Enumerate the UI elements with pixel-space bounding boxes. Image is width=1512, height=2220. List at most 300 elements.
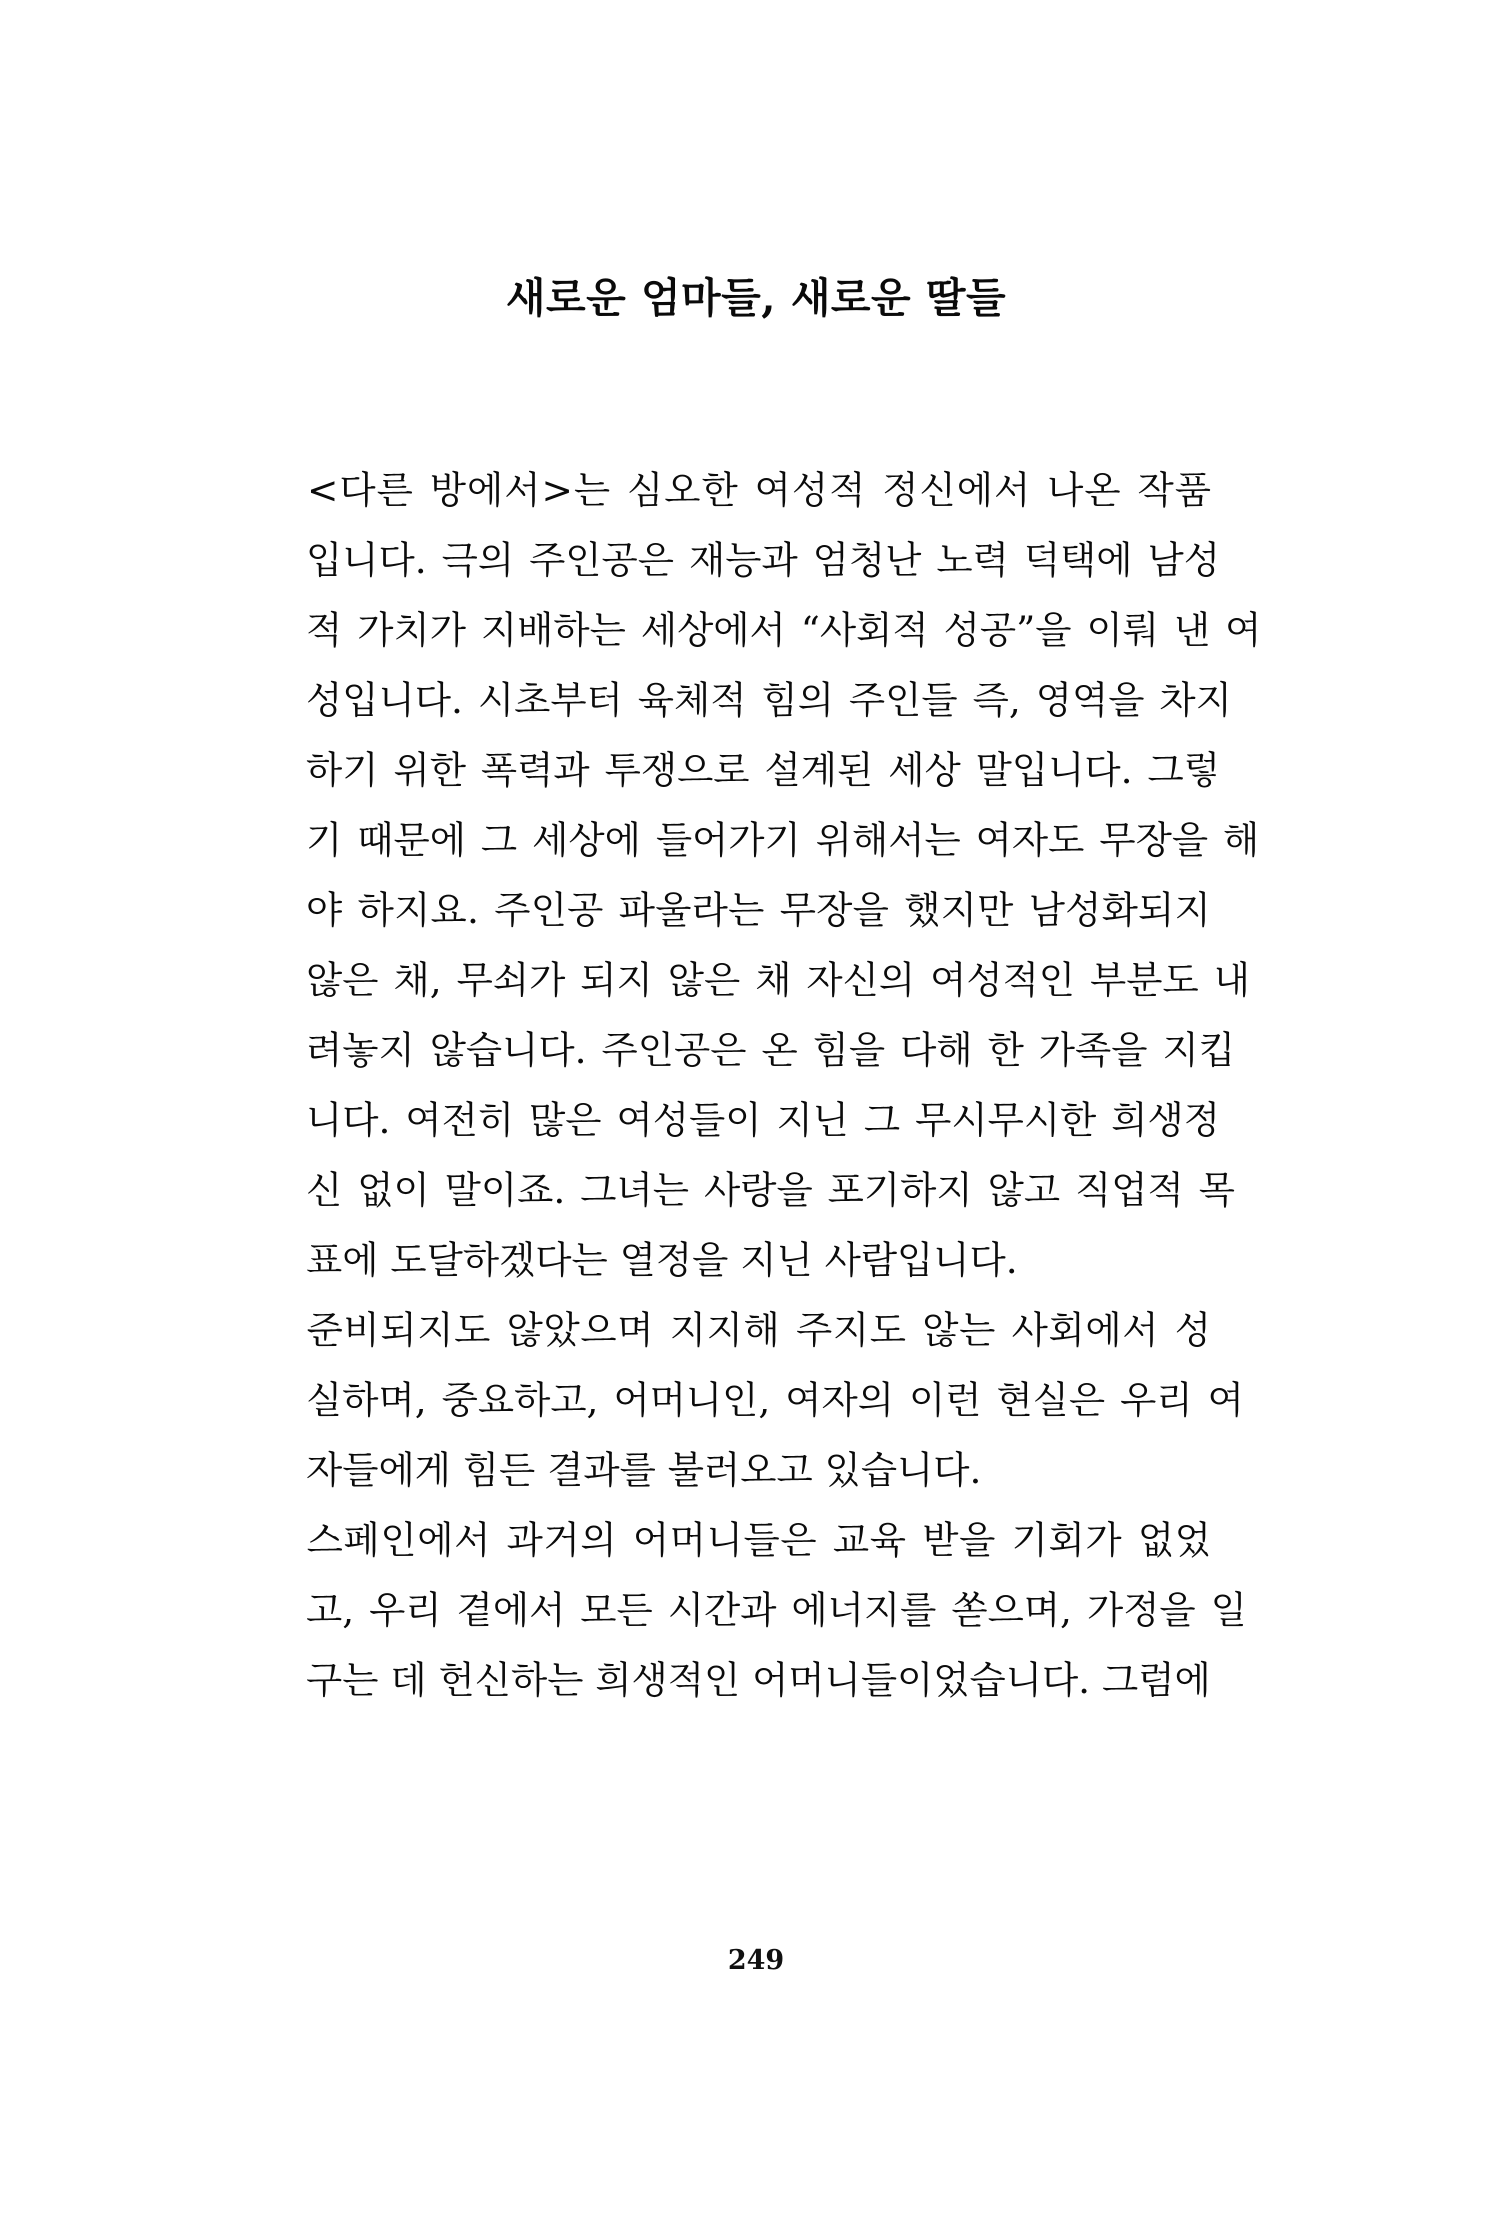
glyph bbox=[466, 805, 481, 875]
glyph: 뤄 bbox=[1122, 608, 1159, 652]
glyph bbox=[626, 595, 641, 665]
glyph: 온 bbox=[1084, 468, 1121, 512]
glyph bbox=[996, 1505, 1011, 1575]
glyph: “ bbox=[800, 608, 820, 652]
glyph: 며 bbox=[1023, 1588, 1061, 1632]
glyph: 재 bbox=[688, 538, 726, 582]
glyph bbox=[479, 875, 494, 945]
glyph: . bbox=[414, 538, 427, 582]
glyph bbox=[1133, 525, 1148, 595]
glyph: 공 bbox=[601, 538, 638, 582]
glyph: 없 bbox=[1137, 1518, 1175, 1562]
glyph: 가 bbox=[1086, 1588, 1124, 1632]
glyph: 가 bbox=[529, 958, 566, 1002]
glyph: 서 bbox=[529, 1588, 566, 1632]
glyph: 을 bbox=[848, 1028, 886, 1072]
glyph: 받 bbox=[922, 1518, 959, 1562]
glyph: 우 bbox=[1120, 1378, 1157, 1422]
glyph: 능 bbox=[725, 538, 762, 582]
glyph: 쏟 bbox=[951, 1588, 988, 1632]
glyph: 는 bbox=[728, 888, 765, 932]
glyph: 니 bbox=[378, 678, 415, 722]
glyph: 않 bbox=[667, 958, 704, 1002]
glyph: 무 bbox=[1099, 818, 1136, 862]
glyph bbox=[1096, 1085, 1111, 1155]
glyph bbox=[813, 1155, 828, 1225]
glyph: 그 bbox=[863, 1098, 901, 1142]
glyph: 초 bbox=[514, 678, 551, 722]
glyph: 으 bbox=[677, 748, 714, 792]
glyph: 인 bbox=[565, 538, 602, 582]
glyph: 체 bbox=[674, 678, 711, 722]
glyph: 분 bbox=[1126, 958, 1163, 1002]
glyph: 힘 bbox=[761, 678, 798, 722]
glyph: 없 bbox=[357, 1168, 394, 1212]
glyph: 든 bbox=[616, 1588, 653, 1632]
glyph: 품 bbox=[1174, 468, 1211, 512]
glyph: 지 bbox=[863, 1588, 901, 1632]
glyph: 며 bbox=[617, 1308, 654, 1352]
glyph: 위 bbox=[815, 818, 852, 862]
glyph: 입 bbox=[1011, 748, 1049, 792]
glyph: 족 bbox=[1075, 1028, 1112, 1072]
glyph bbox=[981, 1365, 996, 1435]
glyph bbox=[1072, 1575, 1087, 1645]
glyph: 주 bbox=[796, 1308, 833, 1352]
glyph: 서 bbox=[1122, 1308, 1159, 1352]
glyph: 여 bbox=[754, 468, 791, 512]
glyph: 여 bbox=[975, 818, 1012, 862]
glyph: 장 bbox=[1135, 818, 1172, 862]
glyph bbox=[1009, 525, 1024, 595]
glyph: 주 bbox=[529, 538, 566, 582]
glyph: 은 bbox=[637, 538, 674, 582]
glyph: 적 bbox=[829, 468, 866, 512]
glyph bbox=[1105, 1365, 1120, 1435]
glyph bbox=[1208, 805, 1223, 875]
glyph: 정 bbox=[1183, 1098, 1220, 1142]
glyph bbox=[378, 945, 393, 1015]
glyph: 가 bbox=[429, 608, 466, 652]
glyph: 들 bbox=[688, 1098, 726, 1142]
glyph bbox=[961, 805, 976, 875]
glyph bbox=[996, 1295, 1011, 1365]
glyph: 청 bbox=[848, 538, 886, 582]
glyph: 난 bbox=[885, 538, 922, 582]
glyph: 리 bbox=[1156, 1378, 1193, 1422]
glyph: 며 bbox=[378, 1378, 415, 1422]
glyph bbox=[442, 945, 457, 1015]
glyph bbox=[791, 945, 806, 1015]
glyph bbox=[654, 1295, 669, 1365]
glyph: 문 bbox=[393, 818, 430, 862]
glyph: 을 bbox=[959, 1518, 996, 1562]
glyph bbox=[354, 1575, 369, 1645]
glyph: . bbox=[553, 1168, 566, 1212]
glyph: 다 bbox=[378, 538, 415, 582]
glyph bbox=[907, 1505, 922, 1575]
text-line bbox=[306, 1645, 1211, 1715]
glyph: 서 bbox=[749, 608, 786, 652]
glyph: 을 bbox=[776, 1168, 813, 1212]
page-number: 249 bbox=[727, 1945, 785, 1976]
glyph: < bbox=[306, 468, 339, 512]
glyph: 되 bbox=[380, 1308, 417, 1352]
glyph: 을 bbox=[1035, 608, 1072, 652]
glyph: 인 bbox=[380, 1518, 417, 1562]
glyph: 죠 bbox=[517, 1168, 554, 1212]
glyph: 의 bbox=[857, 1378, 894, 1422]
glyph: 남 bbox=[1028, 888, 1065, 932]
glyph: 장 bbox=[816, 888, 853, 932]
glyph: 이 bbox=[908, 1378, 946, 1422]
glyph: 니 bbox=[342, 538, 379, 582]
glyph: 을 bbox=[1159, 1588, 1196, 1632]
glyph: 에 bbox=[429, 818, 466, 862]
glyph: 에 bbox=[604, 818, 641, 862]
glyph bbox=[565, 945, 580, 1015]
glyph: 설 bbox=[764, 748, 801, 792]
glyph: 때 bbox=[357, 818, 394, 862]
glyph: 에 bbox=[417, 1518, 454, 1562]
glyph: 많 bbox=[529, 1098, 566, 1142]
glyph: 엄 bbox=[812, 538, 849, 582]
glyph: 한 bbox=[1060, 1098, 1097, 1142]
line-text: 자들에게 힘든 결과를 불러오고 있습니다. bbox=[306, 1448, 982, 1492]
glyph: 시 bbox=[477, 678, 515, 722]
glyph bbox=[885, 1015, 900, 1085]
glyph: 않 bbox=[987, 1168, 1024, 1212]
glyph bbox=[915, 945, 930, 1015]
glyph: . bbox=[378, 1098, 391, 1142]
glyph: 어 bbox=[632, 1518, 670, 1562]
glyph: 들 bbox=[655, 818, 693, 862]
glyph: 적 bbox=[306, 608, 343, 652]
glyph bbox=[1196, 1575, 1211, 1645]
glyph bbox=[1031, 455, 1046, 525]
glyph bbox=[750, 735, 765, 805]
glyph: 해 bbox=[851, 818, 889, 862]
glyph: 지 bbox=[776, 1098, 813, 1142]
glyph: 한 bbox=[429, 748, 466, 792]
glyph: 채 bbox=[755, 958, 792, 1002]
glyph: 다 bbox=[339, 468, 376, 512]
glyph: 리 bbox=[405, 1588, 442, 1632]
glyph bbox=[866, 455, 881, 525]
glyph bbox=[565, 1575, 580, 1645]
glyph: 준 bbox=[306, 1308, 343, 1352]
glyph: 성 bbox=[1065, 888, 1102, 932]
glyph: 말 bbox=[975, 748, 1012, 792]
glyph: 하 bbox=[514, 1378, 551, 1422]
text-line bbox=[306, 805, 1260, 875]
glyph bbox=[590, 735, 605, 805]
glyph bbox=[1071, 595, 1086, 665]
glyph bbox=[674, 525, 689, 595]
glyph: 육 bbox=[637, 678, 674, 722]
glyph: 계 bbox=[800, 748, 837, 792]
glyph: 되 bbox=[580, 958, 617, 1002]
glyph: 울 bbox=[655, 888, 692, 932]
glyph: 곁 bbox=[456, 1588, 493, 1632]
glyph: 도 bbox=[869, 1308, 906, 1352]
glyph bbox=[1193, 1365, 1208, 1435]
glyph: 다 bbox=[1084, 748, 1121, 792]
glyph: 지 bbox=[706, 1308, 743, 1352]
glyph: 은 bbox=[342, 958, 379, 1002]
line-text: 구는 데 헌신하는 희생적인 어머니들이었습니다. 그럼에 bbox=[306, 1658, 1211, 1702]
glyph: 지 bbox=[616, 958, 653, 1002]
glyph: 스 bbox=[306, 1518, 343, 1562]
glyph: 에 bbox=[1085, 1308, 1122, 1352]
glyph: 적 bbox=[1147, 1168, 1184, 1212]
glyph bbox=[442, 1575, 457, 1645]
glyph bbox=[1199, 945, 1214, 1015]
paragraph bbox=[306, 1505, 1247, 1715]
glyph bbox=[1159, 595, 1174, 665]
glyph bbox=[617, 1505, 632, 1575]
glyph bbox=[587, 1015, 602, 1085]
glyph: 현 bbox=[996, 1378, 1033, 1422]
text-line bbox=[306, 595, 1262, 665]
glyph: 한 bbox=[987, 1028, 1024, 1072]
glyph: 회 bbox=[856, 608, 893, 652]
glyph: 지 bbox=[669, 1308, 706, 1352]
glyph: 았 bbox=[543, 1308, 580, 1352]
glyph bbox=[798, 1015, 813, 1085]
glyph: 부 bbox=[1090, 958, 1127, 1002]
glyph: 성 bbox=[943, 608, 980, 652]
glyph: 그 bbox=[1147, 748, 1184, 792]
glyph: 그 bbox=[580, 1168, 617, 1212]
glyph: 노 bbox=[936, 538, 973, 582]
glyph: 낸 bbox=[1173, 608, 1211, 652]
glyph: 니 bbox=[502, 1028, 539, 1072]
glyph bbox=[936, 1575, 951, 1645]
glyph bbox=[798, 525, 813, 595]
glyph: 기 bbox=[863, 1168, 901, 1212]
glyph: , bbox=[586, 1378, 599, 1422]
glyph: 를 bbox=[900, 1588, 937, 1632]
line-text: 표에 도달하겠다는 열정을 지닌 사람입니다. bbox=[306, 1238, 1018, 1282]
glyph bbox=[801, 805, 816, 875]
glyph: 다 bbox=[900, 1028, 937, 1072]
glyph: 파 bbox=[618, 888, 655, 932]
glyph: 이 bbox=[725, 1098, 762, 1142]
glyph bbox=[653, 1575, 668, 1645]
text-line bbox=[306, 945, 1250, 1015]
glyph: 세 bbox=[532, 818, 569, 862]
glyph bbox=[786, 595, 801, 665]
glyph: 희 bbox=[1111, 1098, 1148, 1142]
glyph: 상 bbox=[924, 748, 961, 792]
text-line bbox=[306, 455, 1211, 525]
glyph: 은 bbox=[703, 958, 741, 1002]
glyph: 으 bbox=[987, 1588, 1024, 1632]
glyph: 기 bbox=[1011, 1518, 1048, 1562]
glyph: 작 bbox=[1137, 468, 1174, 512]
glyph: 머 bbox=[649, 1378, 686, 1422]
glyph bbox=[1122, 1505, 1137, 1575]
glyph: 른 bbox=[376, 468, 413, 512]
glyph: 었 bbox=[1174, 1518, 1211, 1562]
text-line bbox=[306, 875, 1211, 945]
glyph: 무 bbox=[915, 1098, 952, 1142]
glyph: 전 bbox=[441, 1098, 478, 1142]
glyph bbox=[817, 1505, 832, 1575]
glyph: 지 bbox=[378, 1028, 415, 1072]
glyph: 직 bbox=[1075, 1168, 1112, 1212]
glyph: 고 bbox=[1023, 1168, 1061, 1212]
glyph bbox=[689, 1155, 704, 1225]
glyph: 는 bbox=[924, 818, 961, 862]
glyph: . bbox=[466, 888, 479, 932]
glyph: 비 bbox=[343, 1308, 380, 1352]
glyph: 여 bbox=[785, 1378, 822, 1422]
glyph: 목 bbox=[1198, 1168, 1235, 1212]
glyph bbox=[641, 805, 656, 875]
glyph: 고 bbox=[550, 1378, 587, 1422]
glyph: 로 bbox=[713, 748, 750, 792]
glyph: 인 bbox=[885, 678, 922, 722]
glyph bbox=[1133, 735, 1148, 805]
glyph: 신 bbox=[842, 958, 879, 1002]
glyph: 은 bbox=[1068, 1378, 1106, 1422]
glyph: 화 bbox=[1101, 888, 1138, 932]
glyph: 해 bbox=[743, 1308, 780, 1352]
glyph: 려 bbox=[306, 1028, 343, 1072]
glyph: 온 bbox=[761, 1028, 798, 1072]
glyph bbox=[761, 1085, 776, 1155]
glyph: 닌 bbox=[812, 1098, 849, 1142]
glyph: 인 bbox=[722, 1378, 759, 1422]
glyph: 라 bbox=[691, 888, 728, 932]
glyph: 했 bbox=[904, 888, 941, 932]
glyph: 힘 bbox=[812, 1028, 849, 1072]
glyph: 가 bbox=[728, 818, 765, 862]
glyph: 시 bbox=[1023, 1098, 1061, 1142]
glyph: 중 bbox=[441, 1378, 478, 1422]
glyph: 위 bbox=[393, 748, 430, 792]
glyph: 여 bbox=[405, 1098, 442, 1142]
glyph: 업 bbox=[1111, 1168, 1148, 1212]
glyph: 회 bbox=[1048, 1308, 1085, 1352]
glyph: , bbox=[414, 1378, 427, 1422]
glyph: 폭 bbox=[480, 748, 518, 792]
glyph: 과 bbox=[553, 748, 590, 792]
glyph: 의 bbox=[878, 958, 916, 1002]
glyph: 의 bbox=[580, 1518, 617, 1562]
glyph: 하 bbox=[553, 608, 590, 652]
glyph: 극 bbox=[441, 538, 478, 582]
glyph: . bbox=[450, 678, 463, 722]
glyph bbox=[427, 525, 442, 595]
text-line bbox=[306, 525, 1220, 595]
glyph: 는 bbox=[589, 608, 626, 652]
glyph: 니 bbox=[1048, 748, 1085, 792]
glyph: 시 bbox=[667, 1588, 704, 1632]
glyph: 가 bbox=[1085, 1518, 1122, 1562]
glyph: 요 bbox=[477, 1378, 515, 1422]
glyph: , bbox=[342, 1588, 355, 1632]
glyph: 주 bbox=[601, 1028, 638, 1072]
glyph: 성 bbox=[652, 1098, 689, 1142]
glyph: 자 bbox=[1011, 818, 1049, 862]
glyph bbox=[894, 1365, 909, 1435]
glyph: 어 bbox=[692, 818, 729, 862]
glyph: 력 bbox=[972, 538, 1009, 582]
glyph: 지 bbox=[936, 1168, 973, 1212]
glyph: 이 bbox=[393, 1168, 430, 1212]
glyph: 공 bbox=[674, 1028, 711, 1072]
glyph: 투 bbox=[604, 748, 641, 792]
glyph: 과 bbox=[506, 1518, 543, 1562]
glyph: 차 bbox=[1159, 678, 1196, 722]
text-line bbox=[306, 1435, 1211, 1505]
glyph: 지 bbox=[1162, 1028, 1199, 1072]
text-line bbox=[306, 1155, 1235, 1225]
glyph bbox=[466, 595, 481, 665]
glyph: 신 bbox=[306, 1168, 343, 1212]
glyph: 그 bbox=[480, 818, 518, 862]
glyph: 여 bbox=[1207, 1378, 1244, 1422]
glyph: 하 bbox=[900, 1168, 937, 1212]
text-line bbox=[306, 1365, 1244, 1435]
glyph: 상 bbox=[568, 818, 605, 862]
glyph bbox=[746, 665, 761, 735]
glyph: 서 bbox=[454, 1518, 491, 1562]
glyph: 니 bbox=[706, 1518, 743, 1562]
glyph bbox=[414, 455, 429, 525]
glyph bbox=[491, 1505, 506, 1575]
glyph: 기 bbox=[306, 818, 343, 862]
glyph bbox=[1144, 665, 1159, 735]
glyph: 에 bbox=[492, 1588, 530, 1632]
glyph: 역 bbox=[1071, 678, 1109, 722]
glyph: 에 bbox=[713, 608, 750, 652]
glyph: 어 bbox=[613, 1378, 650, 1422]
glyph: 런 bbox=[945, 1378, 982, 1422]
glyph: 사 bbox=[819, 608, 857, 652]
glyph: 무 bbox=[779, 888, 816, 932]
glyph: 하 bbox=[306, 748, 343, 792]
glyph: 채 bbox=[393, 958, 430, 1002]
glyph: 즉 bbox=[972, 678, 1009, 722]
glyph: 도 bbox=[1048, 818, 1085, 862]
glyph: 무 bbox=[987, 1098, 1024, 1142]
glyph: 랑 bbox=[740, 1168, 777, 1212]
glyph: 여 bbox=[616, 1098, 653, 1142]
glyph: 입 bbox=[306, 538, 343, 582]
glyph bbox=[430, 1155, 445, 1225]
glyph: 여 bbox=[1225, 608, 1262, 652]
glyph: 놓 bbox=[342, 1028, 379, 1072]
glyph: 인 bbox=[530, 888, 567, 932]
glyph: 심 bbox=[627, 468, 664, 512]
glyph: 사 bbox=[1011, 1308, 1048, 1352]
glyph bbox=[342, 875, 357, 945]
glyph bbox=[390, 1085, 405, 1155]
glyph: , bbox=[429, 958, 442, 1002]
glyph: 상 bbox=[677, 608, 714, 652]
glyph: 지 bbox=[1174, 888, 1211, 932]
glyph: 는 bbox=[959, 1308, 996, 1352]
glyph: 않 bbox=[922, 1308, 959, 1352]
page-title: 새로운 엄마들, 새로운 딸들 bbox=[505, 274, 1007, 323]
glyph bbox=[342, 1155, 357, 1225]
glyph: 들 bbox=[921, 678, 958, 722]
glyph: 과 bbox=[761, 538, 798, 582]
